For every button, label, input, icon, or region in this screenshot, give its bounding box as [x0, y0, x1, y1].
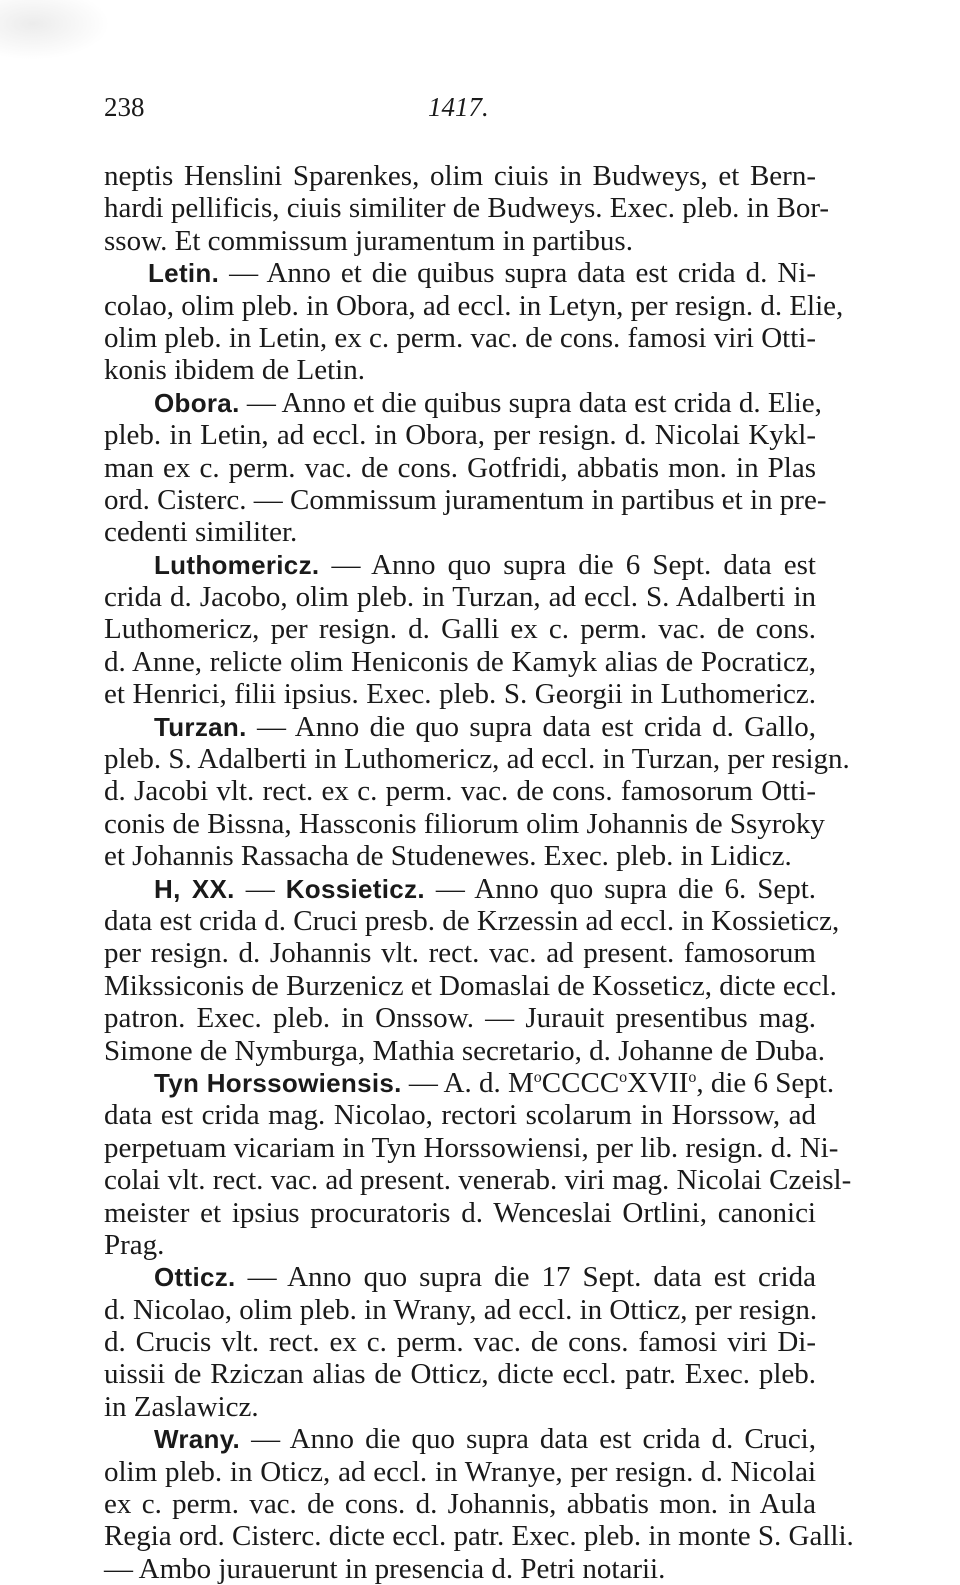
text-line: ex c. perm. vac. de cons. d. Johannis, abbatis mon. in Aula — [104, 1488, 816, 1521]
text-line: d. Jacobi vlt. rect. ex c. perm. vac. de cons. famosorum Otti- — [104, 775, 816, 808]
text-line: et Johannis Rassacha de Studenewes. Exec. pleb. in Lidicz. — [104, 840, 792, 873]
text-line: colai vlt. rect. vac. ad present. venerab. viri mag. Nicolai Czeisl- — [104, 1164, 852, 1197]
text-line: pleb. in Letin, ad eccl. in Obora, per resign. d. Nicolai Kykl- — [104, 419, 816, 452]
text-segment: — Anno die quo supra data est crida d. Gallo, — [257, 710, 816, 743]
text-line: patron. Exec. pleb. in Onssow. — Jurauit presentibus mag. — [104, 1002, 816, 1035]
text-line: ord. Cisterc. — Commissum juramentum in partibus et in pre- — [104, 483, 827, 516]
entry-luthomericz — [104, 549, 816, 581]
text-line: perpetuam vicariam in Tyn Horssowiensi, per lib. resign. d. Ni- — [104, 1131, 839, 1164]
text-line: uissii de Rziczan alias de Otticz, dicte eccl. patr. Exec. pleb. — [104, 1358, 816, 1391]
text-line: ssow. Et commissum juramentum in partibus. — [104, 224, 633, 257]
place-heading: Obora. — [154, 387, 240, 418]
running-title: 1417. — [428, 92, 489, 122]
text-line: in Zaslawicz. — [104, 1390, 259, 1423]
entry-tyn-horssowiensis — [104, 1066, 835, 1099]
text-line: data est crida mag. Nicolao, rectori scolarum in Horssow, ad — [104, 1099, 816, 1132]
text-segment: — Anno quo supra die 6. Sept. — [435, 872, 817, 905]
entry-otticz — [104, 1261, 816, 1293]
text-line: d. Nicolao, olim pleb. in Wrany, ad eccl. in Otticz, per resign. — [104, 1293, 818, 1326]
text-line: man ex c. perm. vac. de cons. Gotfridi, abbatis mon. in Plas — [104, 451, 816, 484]
text-line: cedenti similiter. — [104, 516, 298, 549]
text-segment: — — [245, 872, 275, 905]
text-line: neptis Henslini Sparenkes, olim ciuis in Budweys, et Bern- — [104, 160, 816, 192]
text-segment: — Anno die quo supra data est crida d. Cruci, — [251, 1423, 816, 1456]
place-heading: Kossieticz. — [285, 873, 425, 904]
text-line: Regia ord. Cisterc. dicte eccl. patr. Exec. pleb. in monte S. Galli. — [104, 1520, 854, 1553]
text-line: olim pleb. in Letin, ex c. perm. vac. de cons. famosi viri Otti- — [104, 321, 816, 354]
entry-obora — [104, 386, 822, 419]
text-line: pleb. S. Adalberti in Luthomericz, ad eccl. in Turzan, per resign. — [104, 743, 850, 776]
entry-wrany — [104, 1423, 816, 1455]
text-line: per resign. d. Johannis vlt. rect. vac. ad present. famosorum — [104, 937, 816, 970]
page-header — [104, 92, 816, 132]
text-line: d. Crucis vlt. rect. ex c. perm. vac. de cons. famosi viri Di- — [104, 1326, 816, 1359]
text-line: Simone de Nymburga, Mathia secretario, d. Johanne de Duba. — [104, 1034, 826, 1067]
text-line: hardi pellificis, ciuis similiter de Budweys. Exec. pleb. in Bor- — [104, 192, 830, 225]
body-text — [104, 160, 854, 1585]
place-heading: Luthomericz. — [154, 549, 320, 580]
place-heading: Tyn Horssowiensis. — [154, 1067, 402, 1098]
text-line: Prag. — [104, 1228, 165, 1261]
place-heading: Letin. — [148, 258, 220, 289]
entry-letin — [104, 257, 816, 289]
text-line: crida d. Jacobo, olim pleb. in Turzan, ad eccl. S. Adalberti in — [104, 581, 816, 614]
place-heading: Wrany. — [154, 1424, 241, 1455]
text-line: data est crida d. Cruci presb. de Krzessin ad eccl. in Kossieticz, — [104, 904, 840, 937]
place-heading: Turzan. — [154, 711, 247, 742]
text-line: Luthomericz, per resign. d. Galli ex c. perm. vac. de cons. — [104, 613, 816, 646]
paper-smudge — [0, 0, 110, 60]
text-segment: — Anno quo supra die 17 Sept. data est crida — [247, 1261, 816, 1294]
entry-kossieticz — [104, 873, 816, 905]
text-line: d. Anne, relicte olim Heniconis de Kamyk alias de Pocraticz, — [104, 645, 816, 678]
entry-turzan — [104, 711, 816, 743]
page-number: 238 — [104, 92, 145, 122]
text-segment: — Anno et die quibus supra data est crida d. Ni- — [229, 257, 816, 290]
text-line: konis ibidem de Letin. — [104, 354, 365, 387]
text-segment: — Anno et die quibus supra data est crida d. Elie, — [246, 386, 822, 419]
text-line: et Henrici, filii ipsius. Exec. pleb. S. Georgii in Luthomericz. — [104, 678, 816, 711]
text-line: conis de Bissna, Hassconis filiorum olim Johannis de Ssyroky — [104, 807, 825, 840]
text-line: olim pleb. in Oticz, ad eccl. in Wranye, per resign. d. Nicolai — [104, 1455, 816, 1488]
date-segment: — A. d. $M^oCCCC^oXVII^o$, die 6 Sept. — [408, 1066, 835, 1099]
text-line: meister et ipsius procuratoris d. Wenceslai Ortlini, canonici — [104, 1196, 816, 1229]
text-line: colao, olim pleb. in Obora, ad eccl. in Letyn, per resign. d. Elie, — [104, 289, 844, 322]
place-heading: Otticz. — [154, 1262, 236, 1293]
text-line: Mikssiconis de Burzenicz et Domaslai de Kosseticz, dicte eccl. — [104, 969, 837, 1002]
text-segment: — Anno quo supra die 6 Sept. data est — [331, 548, 816, 581]
register-mark: H, XX. — [154, 873, 235, 904]
text-line: — Ambo jurauerunt in presencia d. Petri notarii. — [104, 1552, 666, 1585]
